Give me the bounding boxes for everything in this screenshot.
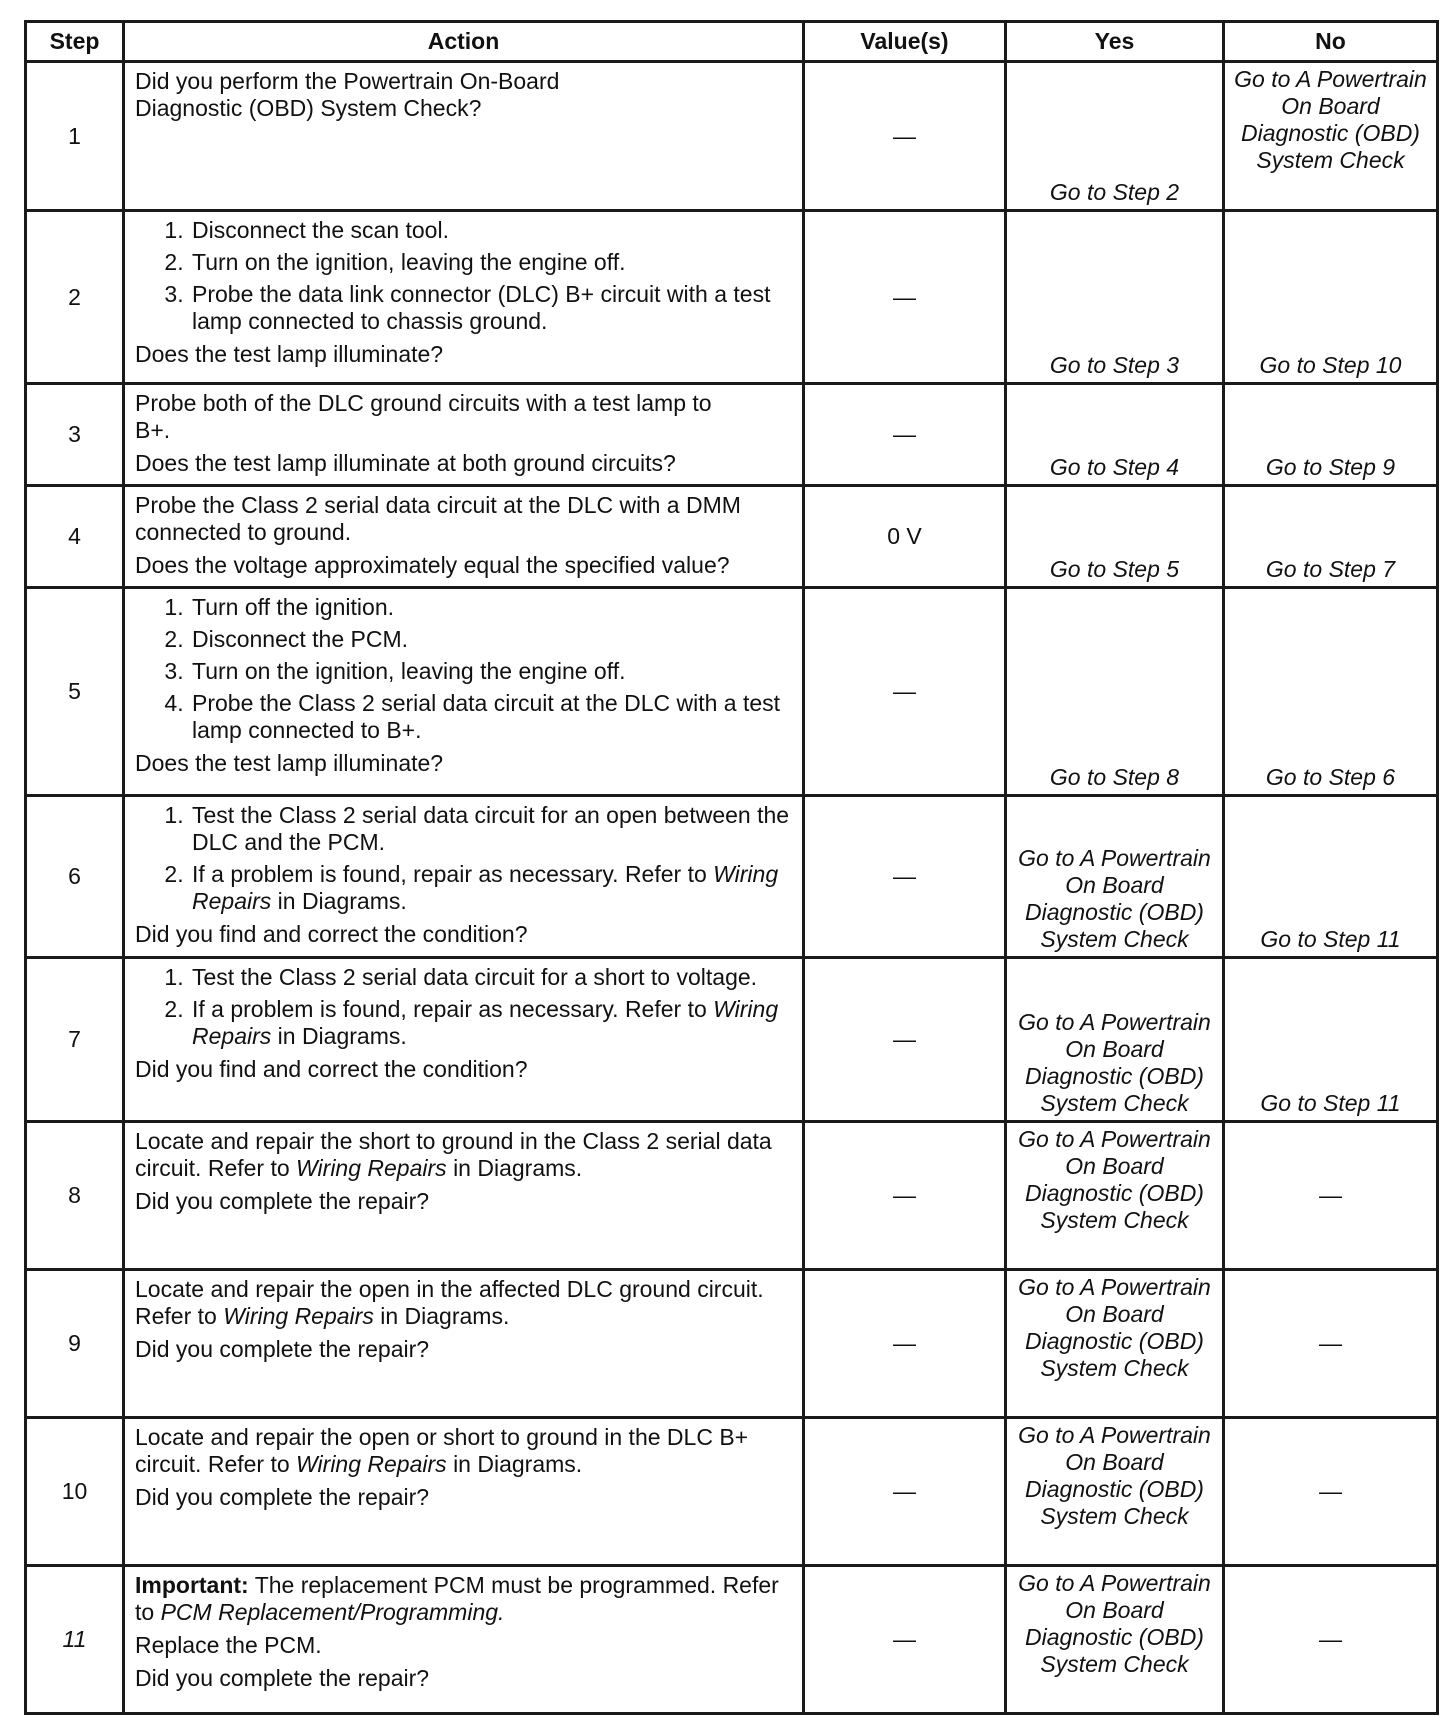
no-cell: Go to Step 11 [1224,958,1438,1122]
action-item: 2. Disconnect the PCM. [190,626,792,653]
wiring-repairs-ref: Wiring Repairs [296,1155,447,1181]
wiring-repairs-ref: Wiring Repairs [192,861,779,914]
action-cell [124,1122,804,1270]
goto-rest: Powertrain On Board Diagnostic (OBD) System Check [1025,1009,1211,1116]
action-text: Replace the PCM. [135,1632,322,1658]
value-cell: — [804,1418,1006,1566]
action-list [135,802,792,915]
yes-cell [1006,1122,1224,1270]
action-question: Does the test lamp illuminate at both ground circuits? [135,450,676,476]
table-row [26,1566,1438,1714]
action-cell [124,958,804,1122]
action-question: Did you complete the repair? [135,1484,430,1510]
goto-prefix: Go to [1234,66,1291,92]
important-label: Important: [135,1572,249,1598]
goto-rest: Powertrain On Board Diagnostic (OBD) System Check [1025,1274,1211,1381]
action-item: 1. Disconnect the scan tool. [190,217,792,244]
action-item: 3. Turn on the ignition, leaving the engine off. [190,658,792,685]
no-cell: — [1224,1270,1438,1418]
yes-cell: Go to Step 2 [1006,62,1224,211]
yes-cell [1006,1566,1224,1714]
action-text: Locate and repair the short to ground in the Class 2 serial data circuit. Refer to Wiring Repairs in Diagrams. [135,1128,772,1181]
step-number: 2 [26,211,124,384]
table-row [26,211,1438,384]
header-yes: Yes [1006,22,1224,62]
action-cell [124,211,804,384]
yes-cell: Go to Step 3 [1006,211,1224,384]
goto-rest: Powertrain On Board Diagnostic (OBD) System Check [1025,1126,1211,1233]
no-cell: — [1224,1418,1438,1566]
diagnostic-table [24,20,1439,1715]
action-cell [124,62,804,211]
no-cell: — [1224,1566,1438,1714]
header-step: Step [26,22,124,62]
action-item: 2. Turn on the ignition, leaving the engine off. [190,249,792,276]
action-question: Does the test lamp illuminate? [135,750,444,776]
step-number: 6 [26,796,124,958]
action-list [135,217,792,335]
action-item: 2. If a problem is found, repair as necessary. Refer to Wiring Repairs in Diagrams. [190,861,792,915]
goto-prefix: Go to [1018,1274,1075,1300]
table-row [26,1270,1438,1418]
no-cell: Go to Step 9 [1224,384,1438,486]
step-number: 7 [26,958,124,1122]
value-cell: — [804,796,1006,958]
action-text: Probe the Class 2 serial data circuit at the DLC with a DMM connected to ground. [135,492,741,545]
goto-rest: Powertrain On Board Diagnostic (OBD) System Check [1025,1422,1211,1529]
step-number: 5 [26,588,124,796]
action-cell [124,588,804,796]
yes-cell [1006,1270,1224,1418]
table-row [26,1122,1438,1270]
yes-cell: Go to Step 4 [1006,384,1224,486]
action-question: Did you find and correct the condition? [135,921,528,947]
action-text: Probe both of the DLC ground circuits with a test lamp to B+. [135,390,712,443]
goto-a: A [1295,66,1311,92]
action-item: 1. Test the Class 2 serial data circuit for a short to voltage. [190,964,792,991]
goto-prefix: Go to [1018,1570,1075,1596]
yes-cell [1006,958,1224,1122]
action-text: Did you perform the Powertrain On-Board Diagnostic (OBD) System Check? [135,68,560,121]
header-row [26,22,1438,62]
step-number: 11 [26,1566,124,1714]
table-row [26,486,1438,588]
goto-rest: Powertrain On Board Diagnostic (OBD) System Check [1025,845,1211,952]
action-item: 1. Test the Class 2 serial data circuit for an open between the DLC and the PCM. [190,802,792,856]
action-question: Did you find and correct the condition? [135,1056,528,1082]
value-cell: — [804,1122,1006,1270]
yes-cell [1006,1418,1224,1566]
value-cell: — [804,1270,1006,1418]
action-text: Locate and repair the open in the affected DLC ground circuit. Refer to Wiring Repairs in Diagrams. [135,1276,764,1329]
action-item: 4. Probe the Class 2 serial data circuit at the DLC with a test lamp connected to B+. [190,690,792,744]
action-cell [124,384,804,486]
header-action: Action [124,22,804,62]
no-cell: Go to Step 7 [1224,486,1438,588]
step-number: 9 [26,1270,124,1418]
action-item: 3. Probe the data link connector (DLC) B+ circuit with a test lamp connected to chassis ground. [190,281,792,335]
action-question: Does the voltage approximately equal the specified value? [135,552,730,578]
action-question: Did you complete the repair? [135,1188,430,1214]
action-text: Locate and repair the open or short to ground in the DLC B+ circuit. Refer to Wiring Repairs in Diagrams. [135,1424,749,1477]
value-cell: — [804,211,1006,384]
yes-cell: Go to Step 5 [1006,486,1224,588]
action-question: Did you complete the repair? [135,1336,430,1362]
goto-rest: Powertrain On Board Diagnostic (OBD) System Check [1025,1570,1211,1677]
action-question: Did you complete the repair? [135,1665,430,1691]
value-cell: — [804,958,1006,1122]
table-row [26,958,1438,1122]
goto-a: A [1079,1126,1095,1152]
value-cell: — [804,588,1006,796]
table-row [26,1418,1438,1566]
goto-prefix: Go to [1018,845,1075,871]
value-cell: — [804,62,1006,211]
goto-prefix: Go to [1018,1126,1075,1152]
step-number: 8 [26,1122,124,1270]
table-row [26,588,1438,796]
wiring-repairs-ref: Wiring Repairs [192,996,779,1049]
action-list [135,964,792,1050]
yes-cell [1006,796,1224,958]
goto-a: A [1079,1274,1095,1300]
wiring-repairs-ref: Wiring Repairs [223,1303,374,1329]
step-number: 4 [26,486,124,588]
value-cell: — [804,384,1006,486]
action-item: 2. If a problem is found, repair as necessary. Refer to Wiring Repairs in Diagrams. [190,996,792,1050]
goto-a: A [1079,1009,1095,1035]
action-cell [124,1270,804,1418]
goto-rest: Powertrain On Board Diagnostic (OBD) System Check [1241,66,1427,173]
goto-a: A [1079,1570,1095,1596]
goto-a: A [1079,1422,1095,1448]
action-cell [124,1566,804,1714]
goto-prefix: Go to [1018,1422,1075,1448]
important-note: Important: The replacement PCM must be programmed. Refer to PCM Replacement/Programming. [135,1572,779,1625]
no-cell: Go to Step 10 [1224,211,1438,384]
step-number: 10 [26,1418,124,1566]
action-item: 1. Turn off the ignition. [190,594,792,621]
yes-cell: Go to Step 8 [1006,588,1224,796]
goto-a: A [1079,845,1095,871]
no-cell: Go to Step 6 [1224,588,1438,796]
value-cell: — [804,1566,1006,1714]
action-cell [124,1418,804,1566]
header-no: No [1224,22,1438,62]
header-values: Value(s) [804,22,1006,62]
no-cell: — [1224,1122,1438,1270]
goto-prefix: Go to [1018,1009,1075,1035]
no-cell [1224,62,1438,211]
step-number: 1 [26,62,124,211]
action-list [135,594,792,744]
table-row [26,796,1438,958]
table-row [26,62,1438,211]
table-row [26,384,1438,486]
value-cell: 0 V [804,486,1006,588]
action-question: Does the test lamp illuminate? [135,341,444,367]
pcm-replacement-ref: PCM Replacement/Programming. [160,1599,505,1625]
no-cell: Go to Step 11 [1224,796,1438,958]
action-cell [124,796,804,958]
step-number: 3 [26,384,124,486]
action-cell [124,486,804,588]
wiring-repairs-ref: Wiring Repairs [296,1451,447,1477]
